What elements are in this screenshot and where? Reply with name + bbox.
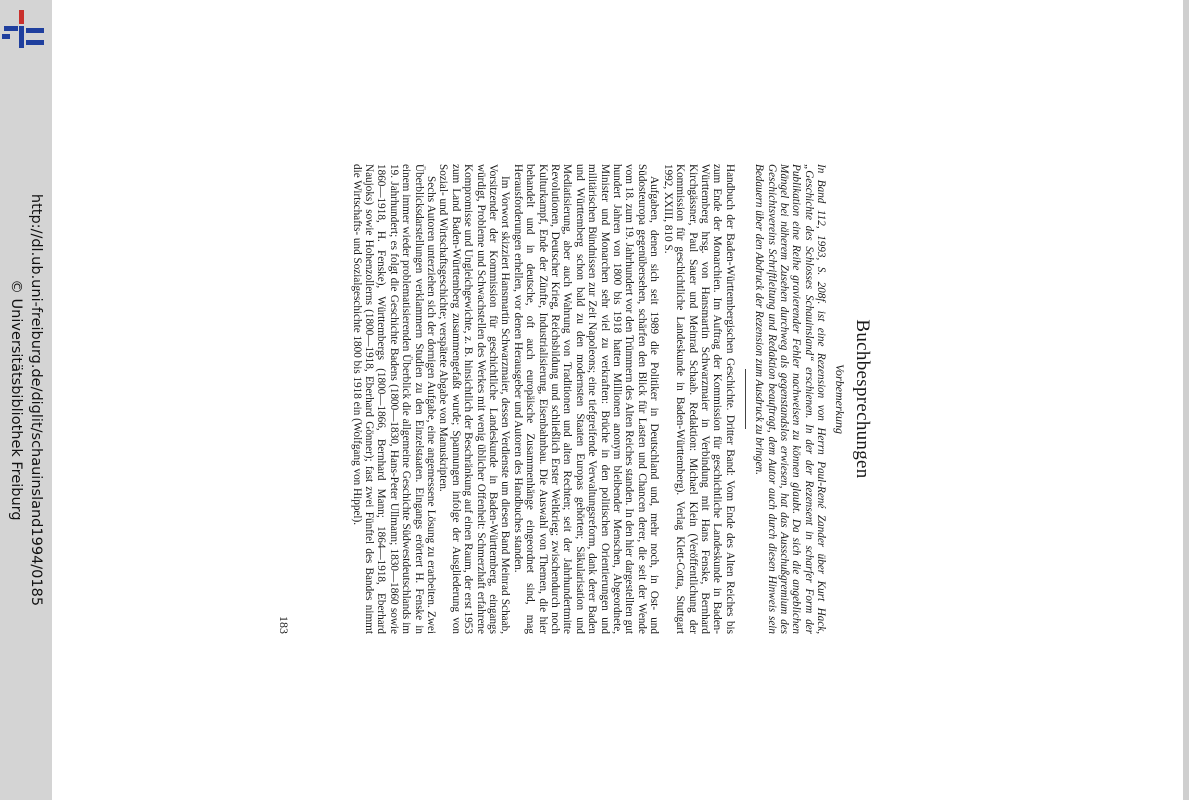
page-heading: Buchbesprechungen	[852, 319, 873, 479]
page-text-block	[350, 164, 873, 634]
scrollbar[interactable]	[1183, 0, 1189, 800]
review-paragraph: Im Vorwort skizziert Hansmartin Schwarzmaier, dessen Verdienste um diesen Band Meinrad Schaab, Vorsitzender der Kommission für geschichtliche Landeskunde in Baden-Württemberg, eingangs würdigt, Probleme und Schwachstellen des Werkes mit wenig üblicher Offenheit: Schmerzhaft erfahrene Kompromisse und Ungleichgewichte, z. B. hinsichtlich der Beschränkung auf einen Raum, der erst 1953 zum Land Baden-Württemberg zusammengefaßt wurde; Spannungen infolge der Ausgliederung von Sozial- und Wirtschaftsgeschichte; verspätete Abgabe von Manuskripten.	[437, 164, 512, 634]
document-source-caption	[6, 194, 46, 606]
document-url[interactable]: http://dl.ub.uni-freiburg.de/diglit/schauinsland1994/0185	[28, 193, 44, 607]
page-number: 183	[277, 616, 291, 634]
preliminary-note: In Band 112, 1993, S. 208f. ist eine Rezension von Herrn Paul-René Zander über Kurt Hack, „Geschichte des Schlosses Schauinsland“ erschienen. In der der Rezensent in scharfer Form der Publikation eine Reihe gravierender Fehler nachweisen zu können glaubt. Da sich die angeblichen Mängel bei näherem Zusehen durchweg als gegenstandslos erwiesen, hat das Ausschußgremium des Geschichtsvereins Schriftleitung und Redaktion beauftragt, dem Autor auch durch diesen Hinweis sein Bedauern über den Abdruck der Rezension zum Ausdruck zu bringen.	[753, 164, 828, 634]
review-paragraph: Sechs Autoren unterziehen sich der dornigen Aufgabe, eine angemessene Lösung zu erarbeiten. Zwei Überblicksdarstellungen verklammern Studien zu den Einzelstaaten. Eingangs erörtert H. Fenske in einem immer wieder problematisierenden Überblick die allgemeine Geschichte Südwestdeutschlands im 19. Jahrhundert; es folgt die Geschichte Badens (1800—1830, Hans-Peter Ullmann; 1830—1860 sowie 1860—1918, H. Fenske), Württembergs (1800—1866, Bernhard Mann; 1864—1918, Eberhard Naujoks) sowie Hohenzollerns (1800—1918, Eberhard Gönner); fast zwei Fünftel des Bandes nimmt die Wirtschafts- und Sozialgeschichte 1800 bis 1918 ein (Wolfgang von Hippel).	[350, 164, 437, 634]
divider	[745, 369, 746, 429]
university-library-logo-icon[interactable]	[2, 10, 46, 50]
book-citation: Handbuch der Baden-Württembergischen Geschichte. Dritter Band: Vom Ende des Alten Reiches bis zum Ende der Monarchien. Im Auftrag der Kommission für geschichtliche Landeskunde in Baden-Württemberg hrsg. von Hansmartin Schwarzmaier in Verbindung mit Hans Fenske, Bernhard Kirchgässner, Paul Sauer und Meinrad Schaab. Redaktion: Michael Klein (Veröffentlichung der Kommission für geschichtliche Landeskunde in Baden-Württemberg). Verlag Klett-Cotta, Stuttgart 1992, XXIII, 810 S.	[661, 164, 736, 634]
review-paragraph: Aufgaben, denen sich seit 1989 die Politiker in Deutschland und, mehr noch, in Ost- und Südosteuropa gegenübersehen, schärfen den Blick für Lasten und Chancen derer, die seit der Wende vom 18. zum 19. Jahrhundert vor den Trümmern des Alten Reiches standen. In den hier dargestellten gut hundert Jahren von 1800 bis 1918 hatten Millionen anonym bleibender Menschen, Abgeordnete, Minister und Monarchen sehr viel zu verkraften: Brüche in den politischen Orientierungen und militärischen Bündnissen zur Zeit Napoleons; eine tiefgreifende Verwaltungsreform, dank derer Baden und Württemberg schon bald zu den modernsten Staaten Europas gehörten; Säkularisation und Mediatisierung, aber auch Wahrung von Traditionen und alten Rechten; seit der Jahrhundertmitte Revolutionen, Deutscher Krieg, Reichsbildung und schließlich Erster Weltkrieg; zwischendurch noch Kulturkampf, Ende der Zünfte, Industrialisierung, Eisenbahnbau. Die Auswahl von Themen, die hier behandelt und in deutsche, oft auch europäische Zusammenhänge eingeordnet sind, mag Herausforderungen erhellen, vor denen Herausgeber und Autoren des Handbuches standen.	[511, 164, 661, 634]
copyright-notice: © Universitätsbibliothek Freiburg	[8, 279, 24, 521]
viewer-sidebar	[0, 0, 52, 800]
scanned-book-page	[266, 0, 886, 800]
section-subheading: Vorbemerkung	[832, 364, 847, 434]
